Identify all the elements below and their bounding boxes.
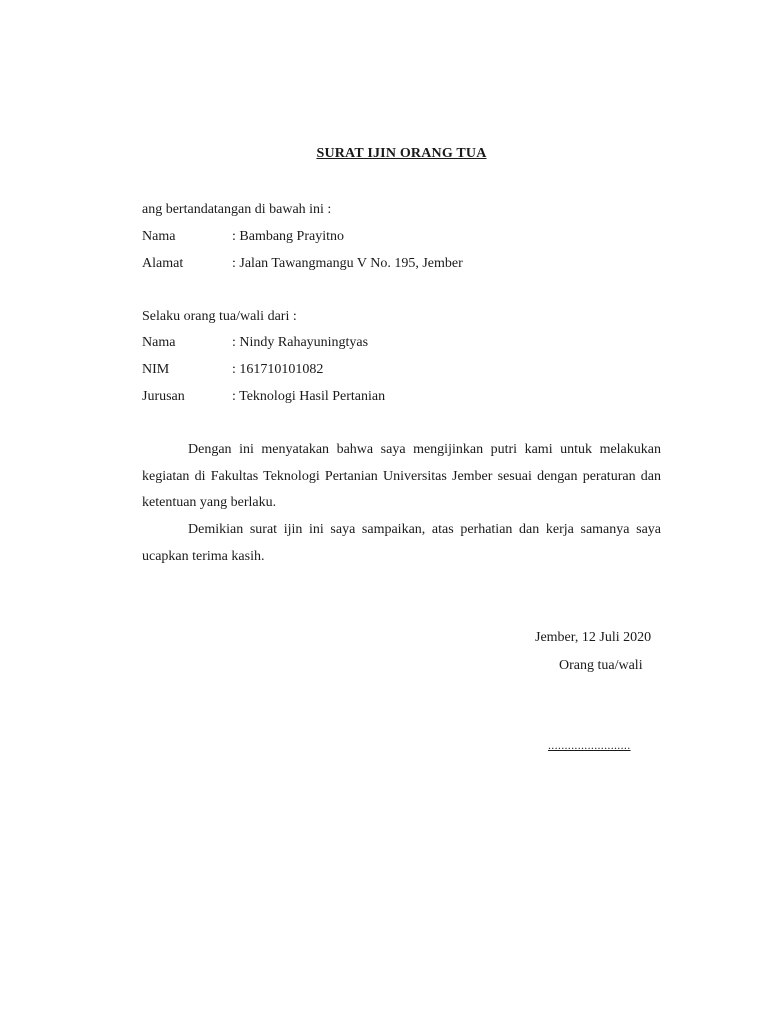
closing-text: Demikian surat ijin ini saya sampaikan, atas perhatian dan kerja samanya saya ucapkan terima kasih. — [142, 522, 661, 564]
parent-name-value: : Bambang Prayitno — [232, 229, 344, 244]
intro-text: ang bertandatangan di bawah ini : — [142, 202, 332, 217]
signature-line: ......................... — [548, 738, 631, 752]
statement-text: Dengan ini menyatakan bahwa saya mengijinkan putri kami untuk melakukan kegiatan di Fakultas Teknologi Pertanian Universitas Jember sesuai dengan peraturan dan ketentuan yang berlaku. — [142, 442, 661, 510]
parent-name-label: Nama — [142, 229, 176, 244]
statement-paragraph — [142, 437, 661, 517]
parent-address-label: Alamat — [142, 256, 184, 271]
student-name-value: : Nindy Rahayuningtyas — [232, 335, 369, 350]
student-nim-value: : 161710101082 — [232, 362, 324, 377]
place-date: Jember, 12 Juli 2020 — [535, 630, 652, 645]
closing-paragraph — [142, 517, 661, 570]
letter-title: SURAT IJIN ORANG TUA — [316, 146, 487, 161]
parent-address-value: : Jalan Tawangmangu V No. 195, Jember — [232, 256, 463, 271]
guardian-intro: Selaku orang tua/wali dari : — [142, 309, 297, 324]
student-name-label: Nama — [142, 335, 176, 350]
student-major-value: : Teknologi Hasil Pertanian — [232, 389, 386, 404]
student-major-label: Jurusan — [142, 389, 185, 404]
signer-role: Orang tua/wali — [559, 658, 643, 673]
student-nim-label: NIM — [142, 362, 170, 377]
